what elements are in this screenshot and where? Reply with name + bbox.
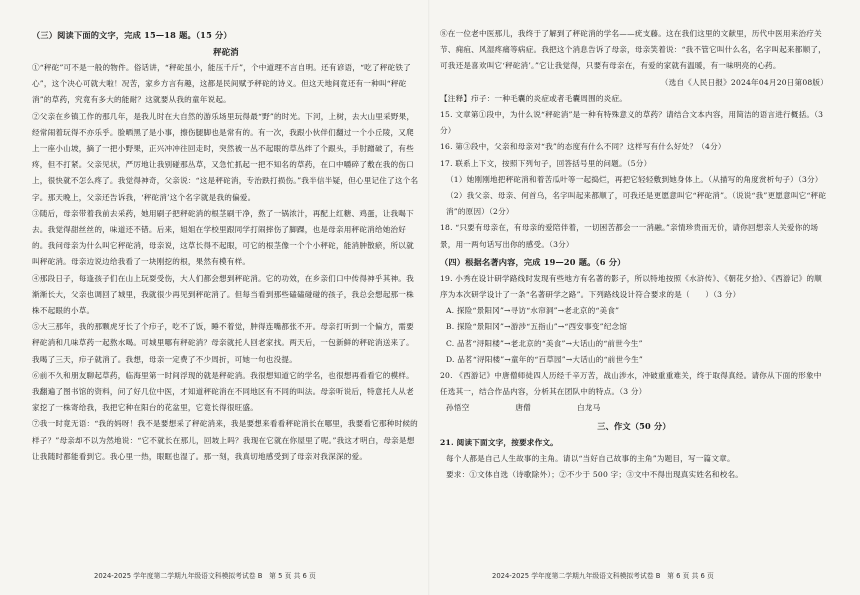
question-21: 21. 阅读下面文字，按要求作文。 (440, 437, 558, 447)
character-tang-seng: 唐僧 (515, 403, 531, 413)
q21-requirements: 要求：①文体自选（诗歌除外）；②不少于 500 字；③文中不得出现真实姓名和校名。 (446, 470, 744, 480)
paragraph-1: ①“秤砣”可不是一般的物件。俗话讲，“秤砣虽小，能压千斤”，个中道理不言自明。还有谚语，“吃了秤砣铁了心”，这个决心可就大啦！况苦，家乡方言有趣，这都是民间赋予秤砣的诗义。但这天地间竟还有一种叫“秤砣消”的草药，究竟有多大的能耐？这就要从我的童年说起。 (32, 63, 411, 105)
question-18: 18. “只要有母亲在，有母亲的爱陪伴着，一切困苦都会一一消融。”亲情珍贵而无价，请你回想亲人关爱你的场景，用一两句话写出你的感受。（3分） (440, 223, 819, 249)
question-16: 16. 第③段中，父亲和母亲对“我”的态度有什么不同？这样写有什么好处？（4分） (440, 142, 726, 152)
paragraph-8: ⑧在一位老中医那儿，我终于了解到了秤砣消的学名——疣支藤。这在我们这里的文献里，历代中医用来治疗关节、痈疽、风湿疼痛等病症。我把这个消息告诉了母亲，母亲笑着说：“我不管它叫什么名，名字叫起来都顺了，可我还是喜欢叫它‘秤砣消’。”它让我觉得，只要有母亲在，有爱的家就有温暖，有一味明亮的心药。 (440, 29, 826, 71)
character-sun-wukong: 孙悟空 (446, 403, 470, 413)
section-title-composition: 三、作文（50 分） (597, 420, 671, 431)
q19-option-d: D. 品茗“浔阳楼”→童年的“百草园”→大话山的“前世今生” (446, 354, 643, 364)
right-column (440, 26, 828, 556)
q20-character-list (440, 400, 828, 416)
source-citation: （选自《人民日报》2024年04月20日第08版） (660, 77, 828, 87)
q19-option-c: C. 品茗“浔阳楼”→老北京的“美食”→大话山的“前世今生” (446, 338, 643, 348)
q19-option-a: A. 探险“景阳冈”→寻访“水帘洞”→老北京的“美食” (446, 306, 620, 316)
footer-page-5: 2024-2025 学年度第二学期九年级语文科模拟考试卷 B 第 5 页 共 6 页 (94, 572, 316, 580)
paragraph-2: ②父亲在乡镇工作的那几年，是我儿时在大自然的游乐场里玩得最“野”的时光。下河，上树，去大山里采野果，经常闹着玩得不亦乐乎。脸晒黑了是小事，擦伤腿脚也是常有的。有一次，我跟小伙伴们翻过一个小丘陵，又爬上一座小山坡，摘了一把小野果，正兴冲冲往回走时，突然被一丛不起眼的草丛绊了个跟头，手肘蹭破了，有些疼，但不打紧。父亲见状，严厉地让我别碰那丛草，又急忙抓起一把不知名的草药，在口中嚼碎了敷在我的伤口上，很快就不怎么疼了。我觉得神奇，父亲说：“这是秤砣消，专治跌打损伤。”我半信半疑，但心里记住了这个名字。那天晚上，父亲还告诉我，‘秤砣消’这个名字就是我的偏爱。 (32, 111, 419, 202)
section-title-classics: （四）根据名著内容，完成 19—20 题。（6 分） (440, 256, 626, 267)
question-20: 20. 《西游记》中唐僧师徒四人历经千辛万苦，战山涉水，冲破重重难关，终于取得真经。请你从下面的形象中任选其一，结合作品内容，分析其在团队中的特点。（3 分） (440, 371, 822, 397)
character-bai-longma: 白龙马 (576, 403, 601, 413)
question-15: 15. 文章第①段中，为什么说“秤砣消”是一种有特殊意义的草药？请结合文本内容，用简洁的语言进行概括。（3分） (440, 110, 824, 136)
annotation-note: 【注释】疖子：一种毛囊的炎症或者毛囊周围的炎症。 (440, 93, 628, 103)
essay-title: 秤砣消 (213, 47, 239, 57)
paragraph-7: ⑦我一时竟无语：“我的妈呀！我不是要想采了秤砣消来，我是要想来看看秤砣消长在哪里，我要看它那种时候的样子？”母亲却不以为然地说：“它不就长在那儿，回坡上吗？我现在它就在你屋里了呢。”我这才明白，母亲是想让我随时都能看到它。我心里一热，眼眶也湿了。那一刻，我真切地感受到了母亲对我深深的爱。 (32, 419, 418, 461)
paragraph-6: ⑥前不久和朋友聊起草药，临海里第一时间浮现的就是秤砣消。我很想知道它的学名，也很想再看看它的模样。我翻遍了图书馆的资料，问了好几位中医，才知道秤砣消在不同地区有不同的叫法。母亲听说后，特意托人从老家挖了一株寄给我，我把它种在阳台的花盆里，它竟长得很旺盛。 (32, 370, 414, 413)
paragraph-3: ③随后，母亲带着我前去采药，她用刷子把秤砣消的根茎刷干净，熬了一锅浓汁，再配上红糖、鸡蛋，让我喝下去。我觉得甜丝丝的，味道还不错。后来，姐姐在学校里跟同学打闹摔伤了脚踝，也是母亲用秤砣消给她治好的。我问母亲为什么叫它秤砣消，母亲说，这草长得不起眼，可它的根茎像一个个小秤砣，能消肿散瘀，所以就叫秤砣消。母亲边说边给我看了一块刚挖的根，果然有模有样。 (32, 208, 414, 267)
question-17-2: （2）我父亲、母亲、何首乌，名字叫起来都顺了，可我还是更愿意叫它“秤砣消”。（说说“我”更愿意叫它“秤砣消”的原因）（2分） (446, 191, 827, 217)
q19-option-b: B. 探险“景阳冈”→游涉“五指山”→“西安事变”纪念馆 (446, 322, 628, 332)
left-column (32, 26, 420, 556)
q21-prompt: 每个人都是自己人生故事的主角。请以“当好自己故事的主角”为题目，写一篇文章。 (446, 453, 735, 463)
page-fold-divider (428, 0, 430, 595)
paragraph-4: ④那段日子，每逢孩子们在山上玩耍受伤，大人们都会想到秤砣消。它的功效，在乡亲们口中传得神乎其神。我渐渐长大，父亲也调回了城里，我就很少再见到秤砣消了。但每当看到那些磕磕碰碰的孩子，我总会想起那一株株不起眼的小草。 (32, 273, 414, 316)
paragraph-5: ⑤大三那年，我的那颗虎牙长了个疖子，吃不了饭，睡不着觉，肿得连嘴都张不开。母亲打听到一个偏方，需要秤砣消和几味草药一起熬水喝。可城里哪有秤砣消？母亲就托人回老家找。两天后，一包新鲜的秤砣消送来了。我喝了三天，疖子就消了。我想，母亲一定费了不少周折，可她一句也没提。 (32, 322, 414, 364)
footer-page-6: 2024-2025 学年度第二学期九年级语文科模拟考试卷 B 第 6 页 共 6 页 (492, 572, 714, 580)
question-19: 19. 小秀在设计研学路线时发现有些地方有名著的影子，所以特地按照《水浒传》、《朝花夕拾》、《西游记》的顺序为本次研学设计了一条“名著研学之路”。下列路线设计符合要求的是（ ）（3 分） (440, 273, 822, 300)
section-title-reading: （三）阅读下面的文字，完成 15—18 题。（15 分） (32, 30, 232, 40)
question-17-1: （1）她刚刚地把秤砣消和着苦瓜叶等一起捣烂，再把它轻轻敷到她身体上。（从描写的角度赏析句子）（3分） (446, 174, 823, 184)
question-17: 17. 联系上下文，按照下列句子，回答括号里的问题。（5分） (440, 158, 652, 168)
